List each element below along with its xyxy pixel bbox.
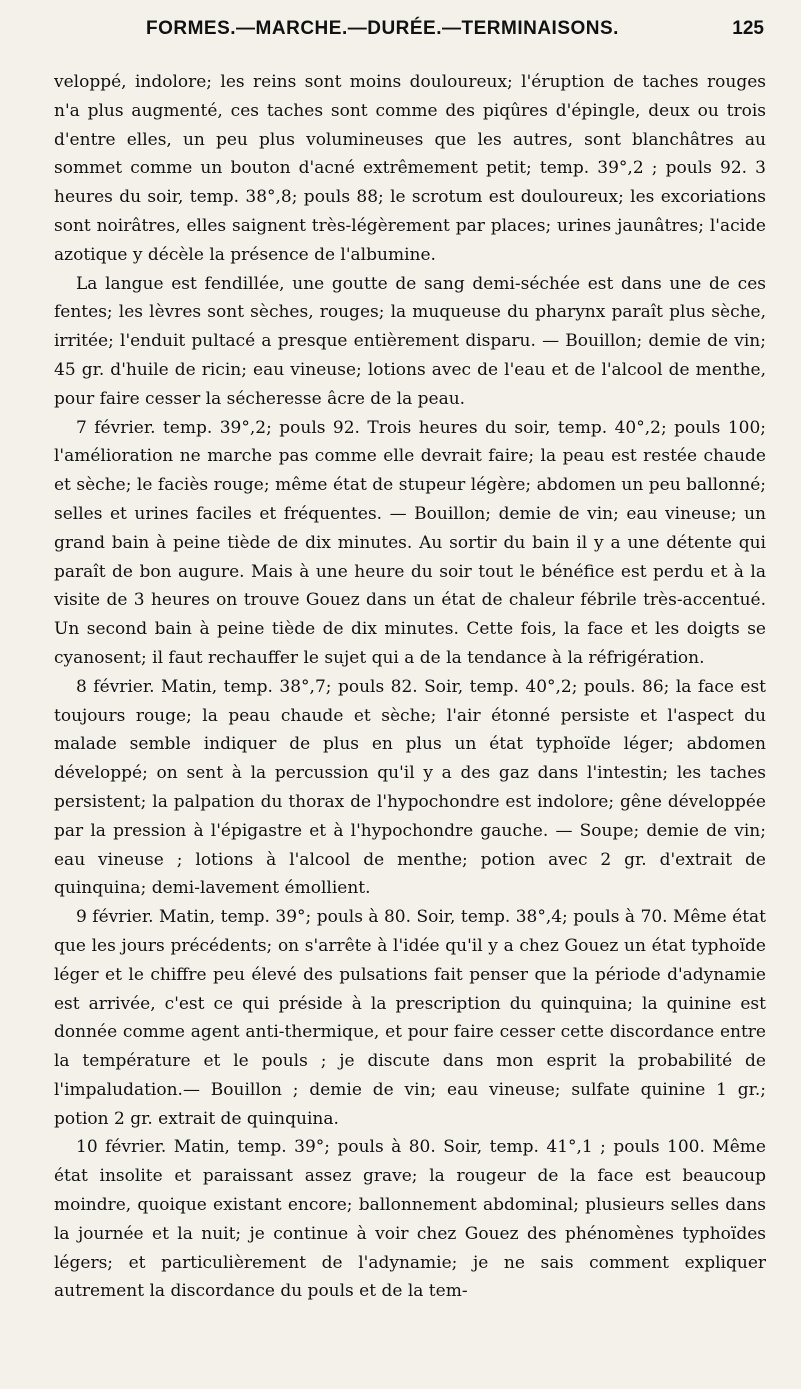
paragraph-tongue-observation: La langue est fendillée, une goutte de sang demi-séchée est dans une de ces fentes; les lèvres sont sèches, rouges; la muqueuse du pharynx paraît plus sèche, irritée; l'enduit pultacé a presque entièrement disparu. — Bouillon; demie de vin; 45 gr. d'huile de ricin; eau vineuse; lotions avec de l'eau et de l'alcool de menthe, pour faire cesser la sécheresse âcre de la peau. — [54, 273, 766, 409]
page-number: 125 — [732, 18, 764, 39]
paragraph-february-10: 10 février. Matin, temp. 39°; pouls à 80. Soir, temp. 41°,1 ; pouls 100. Même état insolite et paraissant assez grave; la rougeur de la face est beaucoup moindre, quoique existant encore; ballonnement abdominal; plusieurs selles dans la journée et la nuit; je continue à voir chez Gouez des phénomènes typhoïdes légers; et particulièrement de l'adynamie; je ne sais comment expliquer autrement la discordance du pouls et de la tem- — [54, 1137, 766, 1302]
paragraph-february-8: 8 février. Matin, temp. 38°,7; pouls 82. Soir, temp. 40°,2; pouls. 86; la face est toujours rouge; la peau chaude et sèche; l'air étonné persiste et l'aspect du malade semble indiquer de plus en plus un état typhoïde léger; abdomen développé; on sent à la percussion qu'il y a des gaz dans l'intestin; les taches persistent; la palpation du thorax de l'hypochondre est indolore; gêne développée par la pression à l'épigastre et à l'hypochondre gauche. — Soupe; demie de vin; eau vineuse ; lotions à l'alcool de menthe; potion avec 2 gr. d'extrait de quinquina; demi-lavement émollient. — [54, 676, 766, 899]
body-text — [54, 68, 766, 1306]
paragraph-continuation: veloppé, indolore; les reins sont moins douloureux; l'éruption de taches rouges n'a plus augmenté, ces taches sont comme des piqûres d'épingle, deux ou trois d'entre elles, un peu plus volumineuses que les autres, sont blanchâtres au sommet comme un bouton d'acné extrêmement petit; temp. 39°,2 ; pouls 92. 3 heures du soir, temp. 38°,8; pouls 88; le scrotum est douloureux; les excoriations sont noirâtres, elles saignent très-légèrement par places; urines jaunâtres; l'acide azotique y décèle la présence de l'albumine. — [54, 72, 766, 265]
book-page — [54, 18, 766, 1306]
paragraph-february-7: 7 février. temp. 39°,2; pouls 92. Trois heures du soir, temp. 40°,2; pouls 100; l'amélioration ne marche pas comme elle devrait faire; la peau est restée chaude et sèche; le faciès rouge; même état de stupeur légère; abdomen un peu ballonné; selles et urines faciles et fréquentes. — Bouillon; demie de vin; eau vineuse; un grand bain à peine tiède de dix minutes. Au sortir du bain il y a une détente qui paraît de bon augure. Mais à une heure du soir tout le bénéfice est perdu et à la visite de 3 heures on trouve Gouez dans un état de chaleur fébrile très-accentué. Un second bain à peine tiède de dix minutes. Cette fois, la face et les doigts se cyanosent; il faut rechauffer le sujet qui a de la tendance à la réfrigération. — [54, 417, 766, 668]
paragraph-february-9: 9 février. Matin, temp. 39°; pouls à 80. Soir, temp. 38°,4; pouls à 70. Même état que les jours précédents; on s'arrête à l'idée qu'il y a chez Gouez un état typhoïde léger et le chiffre peu élevé des pulsations fait penser que la période d'adynamie est arrivée, c'est ce qui préside à la prescription du quinquina; la quinine est donnée comme agent anti-thermique, et pour faire cesser cette discordance entre la température et le pouls ; je discute dans mon esprit la probabilité de l'impaludation.— Bouillon ; demie de vin; eau vineuse; sulfate quinine 1 gr.; potion 2 gr. extrait de quinquina. — [54, 907, 766, 1129]
running-head: FORMES.—MARCHE.—DURÉE.—TERMINAISONS. — [146, 18, 619, 39]
page-header — [54, 18, 766, 68]
